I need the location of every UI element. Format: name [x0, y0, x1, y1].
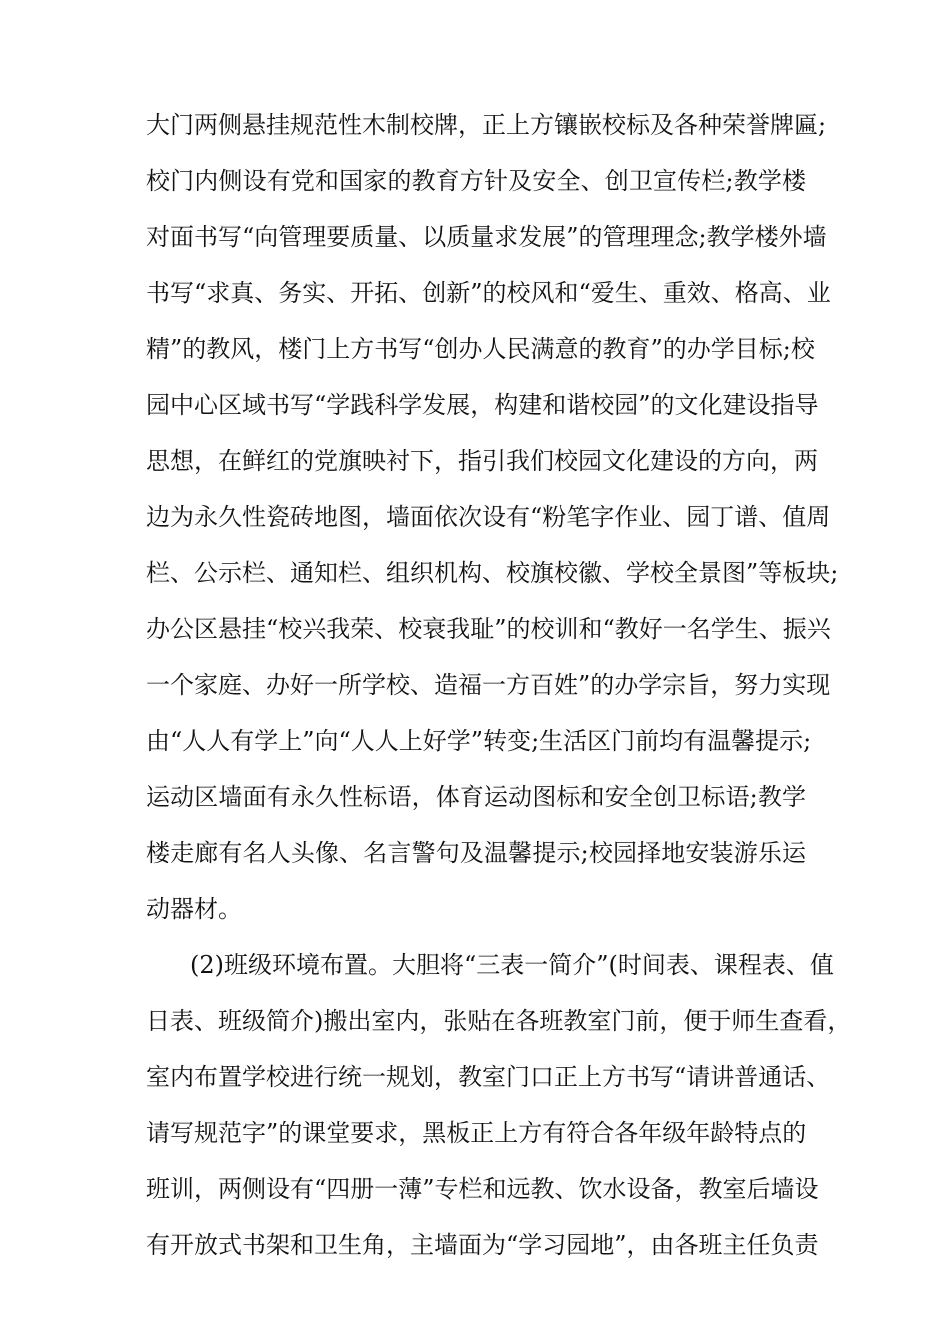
section-heading-line: (2)班级环境布置。大胆将“三表一简介”(时间表、课程表、值: [190, 951, 834, 979]
text-line: 思想，在鲜红的党旗映衬下，指引我们校园文化建设的方向，两: [146, 447, 818, 475]
text-line: 运动区墙面有永久性标语，体育运动图标和安全创卫标语;教学: [146, 783, 806, 811]
text-line: 班训，两侧设有“四册一薄”专栏和远教、饮水设备，教室后墙设: [146, 1175, 819, 1203]
text-line: 校门内侧设有党和国家的教育方针及安全、创卫宣传栏;教学楼: [146, 167, 806, 195]
text-line: 边为永久性瓷砖地图，墙面依次设有“粉笔字作业、园丁谱、值周: [146, 503, 831, 531]
text-line: 精”的教风，楼门上方书写“创办人民满意的教育”的办学目标;校: [146, 335, 815, 363]
text-line: 动器材。: [146, 895, 242, 923]
text-line: 室内布置学校进行统一规划，教室门口正上方书写“请讲普通话、: [146, 1063, 831, 1091]
text-line: 园中心区域书写“学践科学发展，构建和谐校园”的文化建设指导: [146, 391, 819, 419]
text-line: 楼走廊有名人头像、名言警句及温馨提示;校园择地安装游乐运: [146, 839, 806, 867]
text-line: 书写“求真、务实、开拓、创新”的校风和“爱生、重效、格高、业: [146, 279, 831, 307]
text-line: 栏、公示栏、通知栏、组织机构、校旗校徽、学校全景图”等板块;: [146, 559, 839, 587]
text-line: 有开放式书架和卫生角，主墙面为“学习园地”，由各班主任负责: [146, 1231, 819, 1259]
text-line: 日表、班级简介)搬出室内，张贴在各班教室门前，便于师生查看，: [146, 1007, 852, 1035]
text-line: 由“人人有学上”向“人人上好学”转变;生活区门前均有温馨提示;: [146, 727, 812, 755]
text-line: 办公区悬挂“校兴我荣、校衰我耻”的校训和“教好一名学生、振兴: [146, 615, 831, 643]
text-line: 对面书写“向管理要质量、以质量求发展”的管理理念;教学楼外墙: [146, 223, 827, 251]
text-line: 大门两侧悬挂规范性木制校牌，正上方镶嵌校标及各种荣誉牌匾;: [146, 111, 827, 139]
text-line: 一个家庭、办好一所学校、造福一方百姓”的办学宗旨，努力实现: [146, 671, 831, 699]
text-line: 请写规范字”的课堂要求，黑板正上方有符合各年级年龄特点的: [146, 1119, 807, 1147]
